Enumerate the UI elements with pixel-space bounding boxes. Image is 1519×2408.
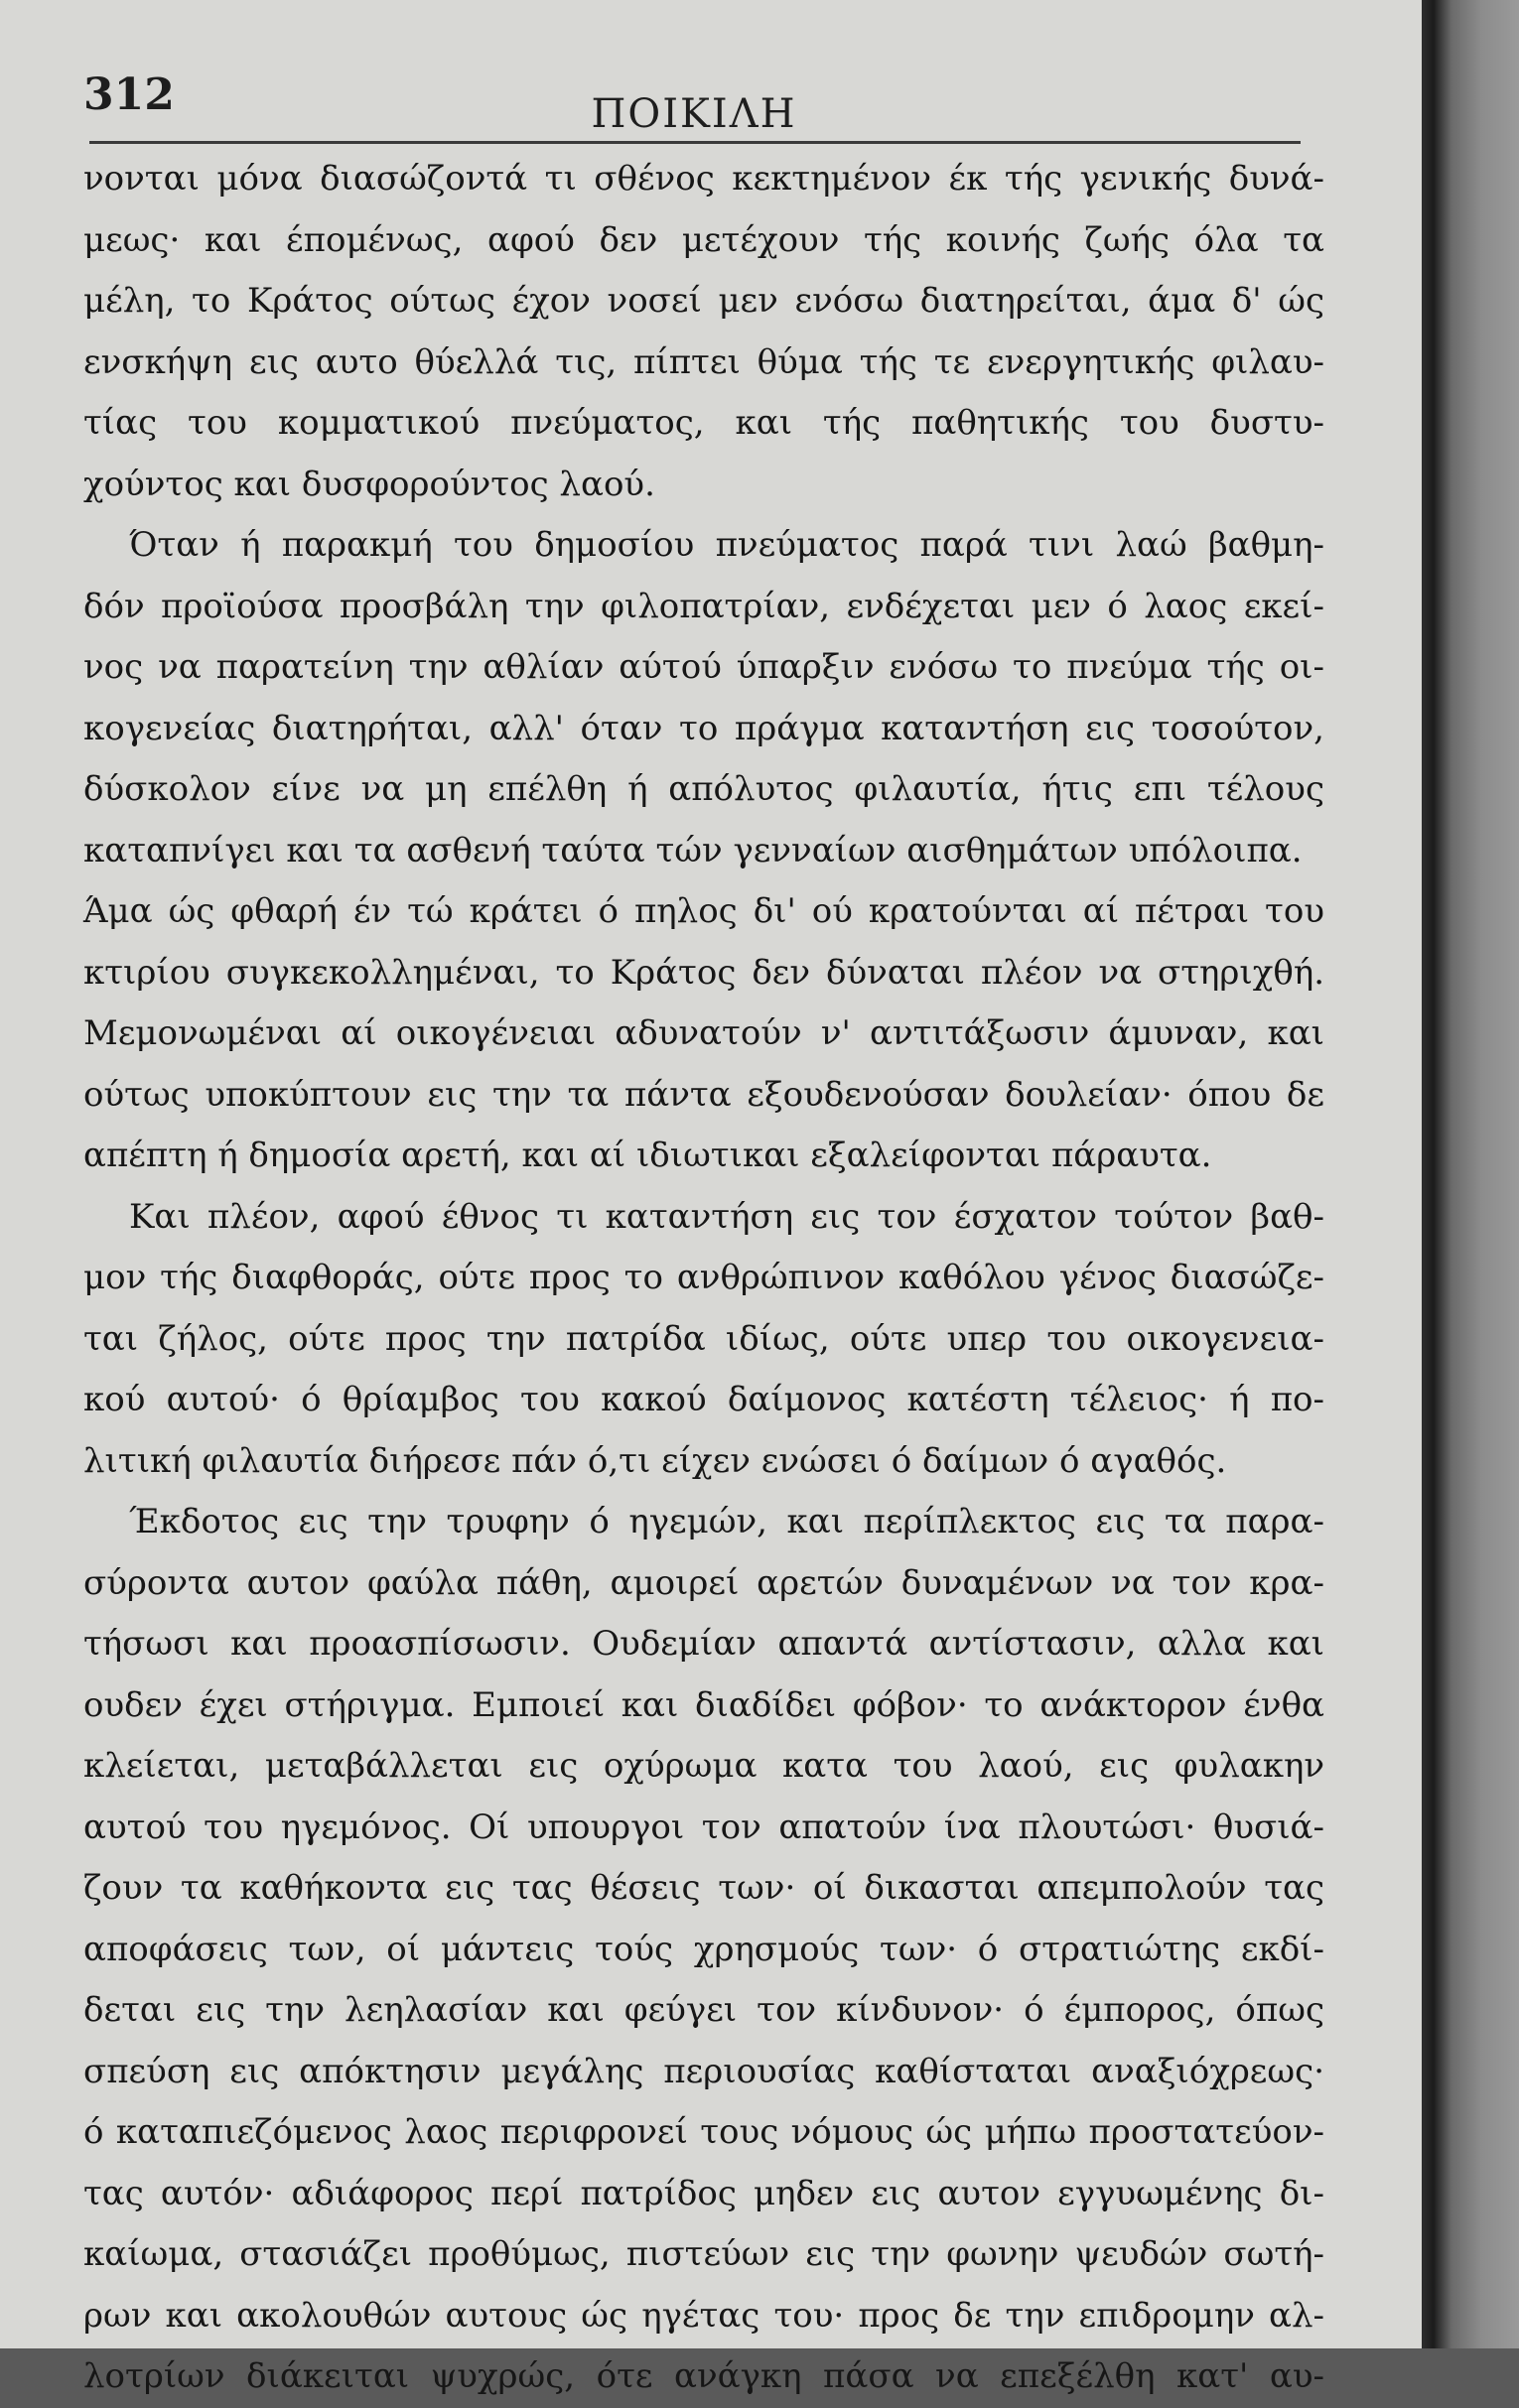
text-line: δόν προϊούσα προσβάλη την φιλοπατρίαν, ενδέχεται μεν ό λαος εκεί- [83, 586, 1324, 626]
text-line: δεται εις την λεηλασίαν και φεύγει τον κίνδυνον· ό έμπορος, όπως [83, 1990, 1324, 2030]
header-rule [89, 141, 1301, 144]
text-line: τίας του κομματικού πνεύματος, και τής παθητικής του δυστυ- [83, 403, 1324, 443]
text-line: Έκδοτος εις την τρυφην ό ηγεμών, και περίπλεκτος εις τα παρα- [129, 1502, 1324, 1541]
text-line: νος να παρατείνη την αθλίαν αύτού ύπαρξιν ενόσω το πνεύμα τής οι- [83, 647, 1324, 687]
text-line: σύροντα αυτον φαύλα πάθη, αμοιρεί αρετών δυναμένων να τον κρα- [83, 1562, 1324, 1603]
text-line: μεως· και έπομένως, αφού δεν μετέχουν τής κοινής ζωής όλα τα [83, 219, 1324, 260]
text-line: Όταν ή παρακμή του δημοσίου πνεύματος παρά τινι λαώ βαθμη- [129, 525, 1324, 565]
text-line: αποφάσεις των, οί μάντεις τούς χρησμούς των· ό στρατιώτης εκδί- [83, 1929, 1324, 1969]
text-line: δύσκολον είνε να μη επέλθη ή απόλυτος φιλαυτία, ήτις επι τέλους [83, 769, 1324, 809]
text-line: Άμα ώς φθαρή έν τώ κράτει ό πηλος δι' ού κρατούνται αί πέτραι του [83, 891, 1324, 931]
book-gutter-shadow [1422, 0, 1519, 2348]
running-title: ΠΟΙΚΙΛΗ [591, 91, 797, 137]
text-line: κού αυτού· ό θρίαμβος του κακού δαίμονος κατέστη τέλειος· ή πο- [83, 1380, 1324, 1419]
text-line: ούτως υποκύπτουν εις την τα πάντα εξουδενούσαν δουλείαν· όπου δε [83, 1074, 1324, 1115]
text-line: καίωμα, στασιάζει προθύμως, πιστεύων εις την φωνην ψευδών σωτή- [83, 2234, 1324, 2274]
text-line: Και πλέον, αφού έθνος τι καταντήση εις τον έσχατον τούτον βαθ- [129, 1196, 1324, 1237]
text-line: ουδεν έχει στήριγμα. Εμποιεί και διαδίδει φόβον· το ανάκτορον ένθα [83, 1684, 1324, 1725]
text-line: ενσκήψη εις αυτο θύελλά τις, πίπτει θύμα τής τε ενεργητικής φιλαυ- [83, 341, 1324, 382]
text-line: τήσωσι και προασπίσωσιν. Ουδεμίαν απαντά αντίστασιν, αλλα και [83, 1624, 1324, 1664]
text-line: Μεμονωμέναι αί οικογένειαι αδυνατούν ν' αντιτάξωσιν άμυναν, και [83, 1013, 1324, 1053]
text-line: χούντος και δυσφορούντος λαού. [83, 464, 655, 504]
text-line: ό καταπιεζόμενος λαος περιφρονεί τους νόμους ώς μήπω προστατεύον- [83, 2112, 1324, 2152]
text-line: τας αυτόν· αδιάφορος περί πατρίδος μηδεν εις αυτον εγγυωμένης δι- [83, 2173, 1324, 2213]
text-line: κλείεται, μεταβάλλεται εις οχύρωμα κατα του λαού, εις φυλακην [83, 1746, 1324, 1786]
text-line: κογενείας διατηρήται, αλλ' όταν το πράγμα καταντήση εις τοσούτον, [83, 708, 1324, 748]
text-line: ται ζήλος, ούτε προς την πατρίδα ιδίως, ούτε υπερ του οικογενεια- [83, 1318, 1324, 1359]
text-line: καταπνίγει και τα ασθενή ταύτα τών γενναίων αισθημάτων υπόλοιπα. [83, 830, 1303, 870]
text-line: ρων και ακολουθών αυτους ώς ηγέτας του· προς δε την επιδρομην αλ- [83, 2295, 1324, 2336]
text-line: λιτική φιλαυτία διήρεσε πάν ό,τι είχεν ενώσει ό δαίμων ό αγαθός. [83, 1440, 1227, 1481]
body-text [83, 149, 1324, 2408]
text-line: σπεύση εις απόκτησιν μεγάλης περιουσίας καθίσταται αναξιόχρεως· [83, 2051, 1324, 2091]
text-line: νονται μόνα διασώζοντά τι σθένος κεκτημένον έκ τής γενικής δυνά- [83, 159, 1324, 199]
page-header [83, 62, 1305, 141]
text-line: μέλη, το Κράτος ούτως έχον νοσεί μεν ενόσω διατηρείται, άμα δ' ώς [83, 281, 1324, 321]
page-number: 312 [83, 69, 175, 120]
text-line: απέπτη ή δημοσία αρετή, και αί ιδιωτικαι εξαλείφονται πάραυτα. [83, 1136, 1212, 1175]
text-line: αυτού του ηγεμόνος. Οί υπουργοι τον απατούν ίνα πλουτώσι· θυσιά- [83, 1806, 1324, 1847]
text-line: μον τής διαφθοράς, ούτε προς το ανθρώπινον καθόλου γένος διασώζε- [83, 1258, 1324, 1297]
text-line: λοτρίων διάκειται ψυχρώς, ότε ανάγκη πάσα να επεξέλθη κατ' αυ- [83, 2356, 1324, 2396]
text-line: κτιρίου συγκεκολλημέναι, το Κράτος δεν δύναται πλέον να στηριχθή. [83, 952, 1324, 993]
text-line: ζουν τα καθήκοντα εις τας θέσεις των· οί δικασται απεμπολούν τας [83, 1868, 1324, 1908]
